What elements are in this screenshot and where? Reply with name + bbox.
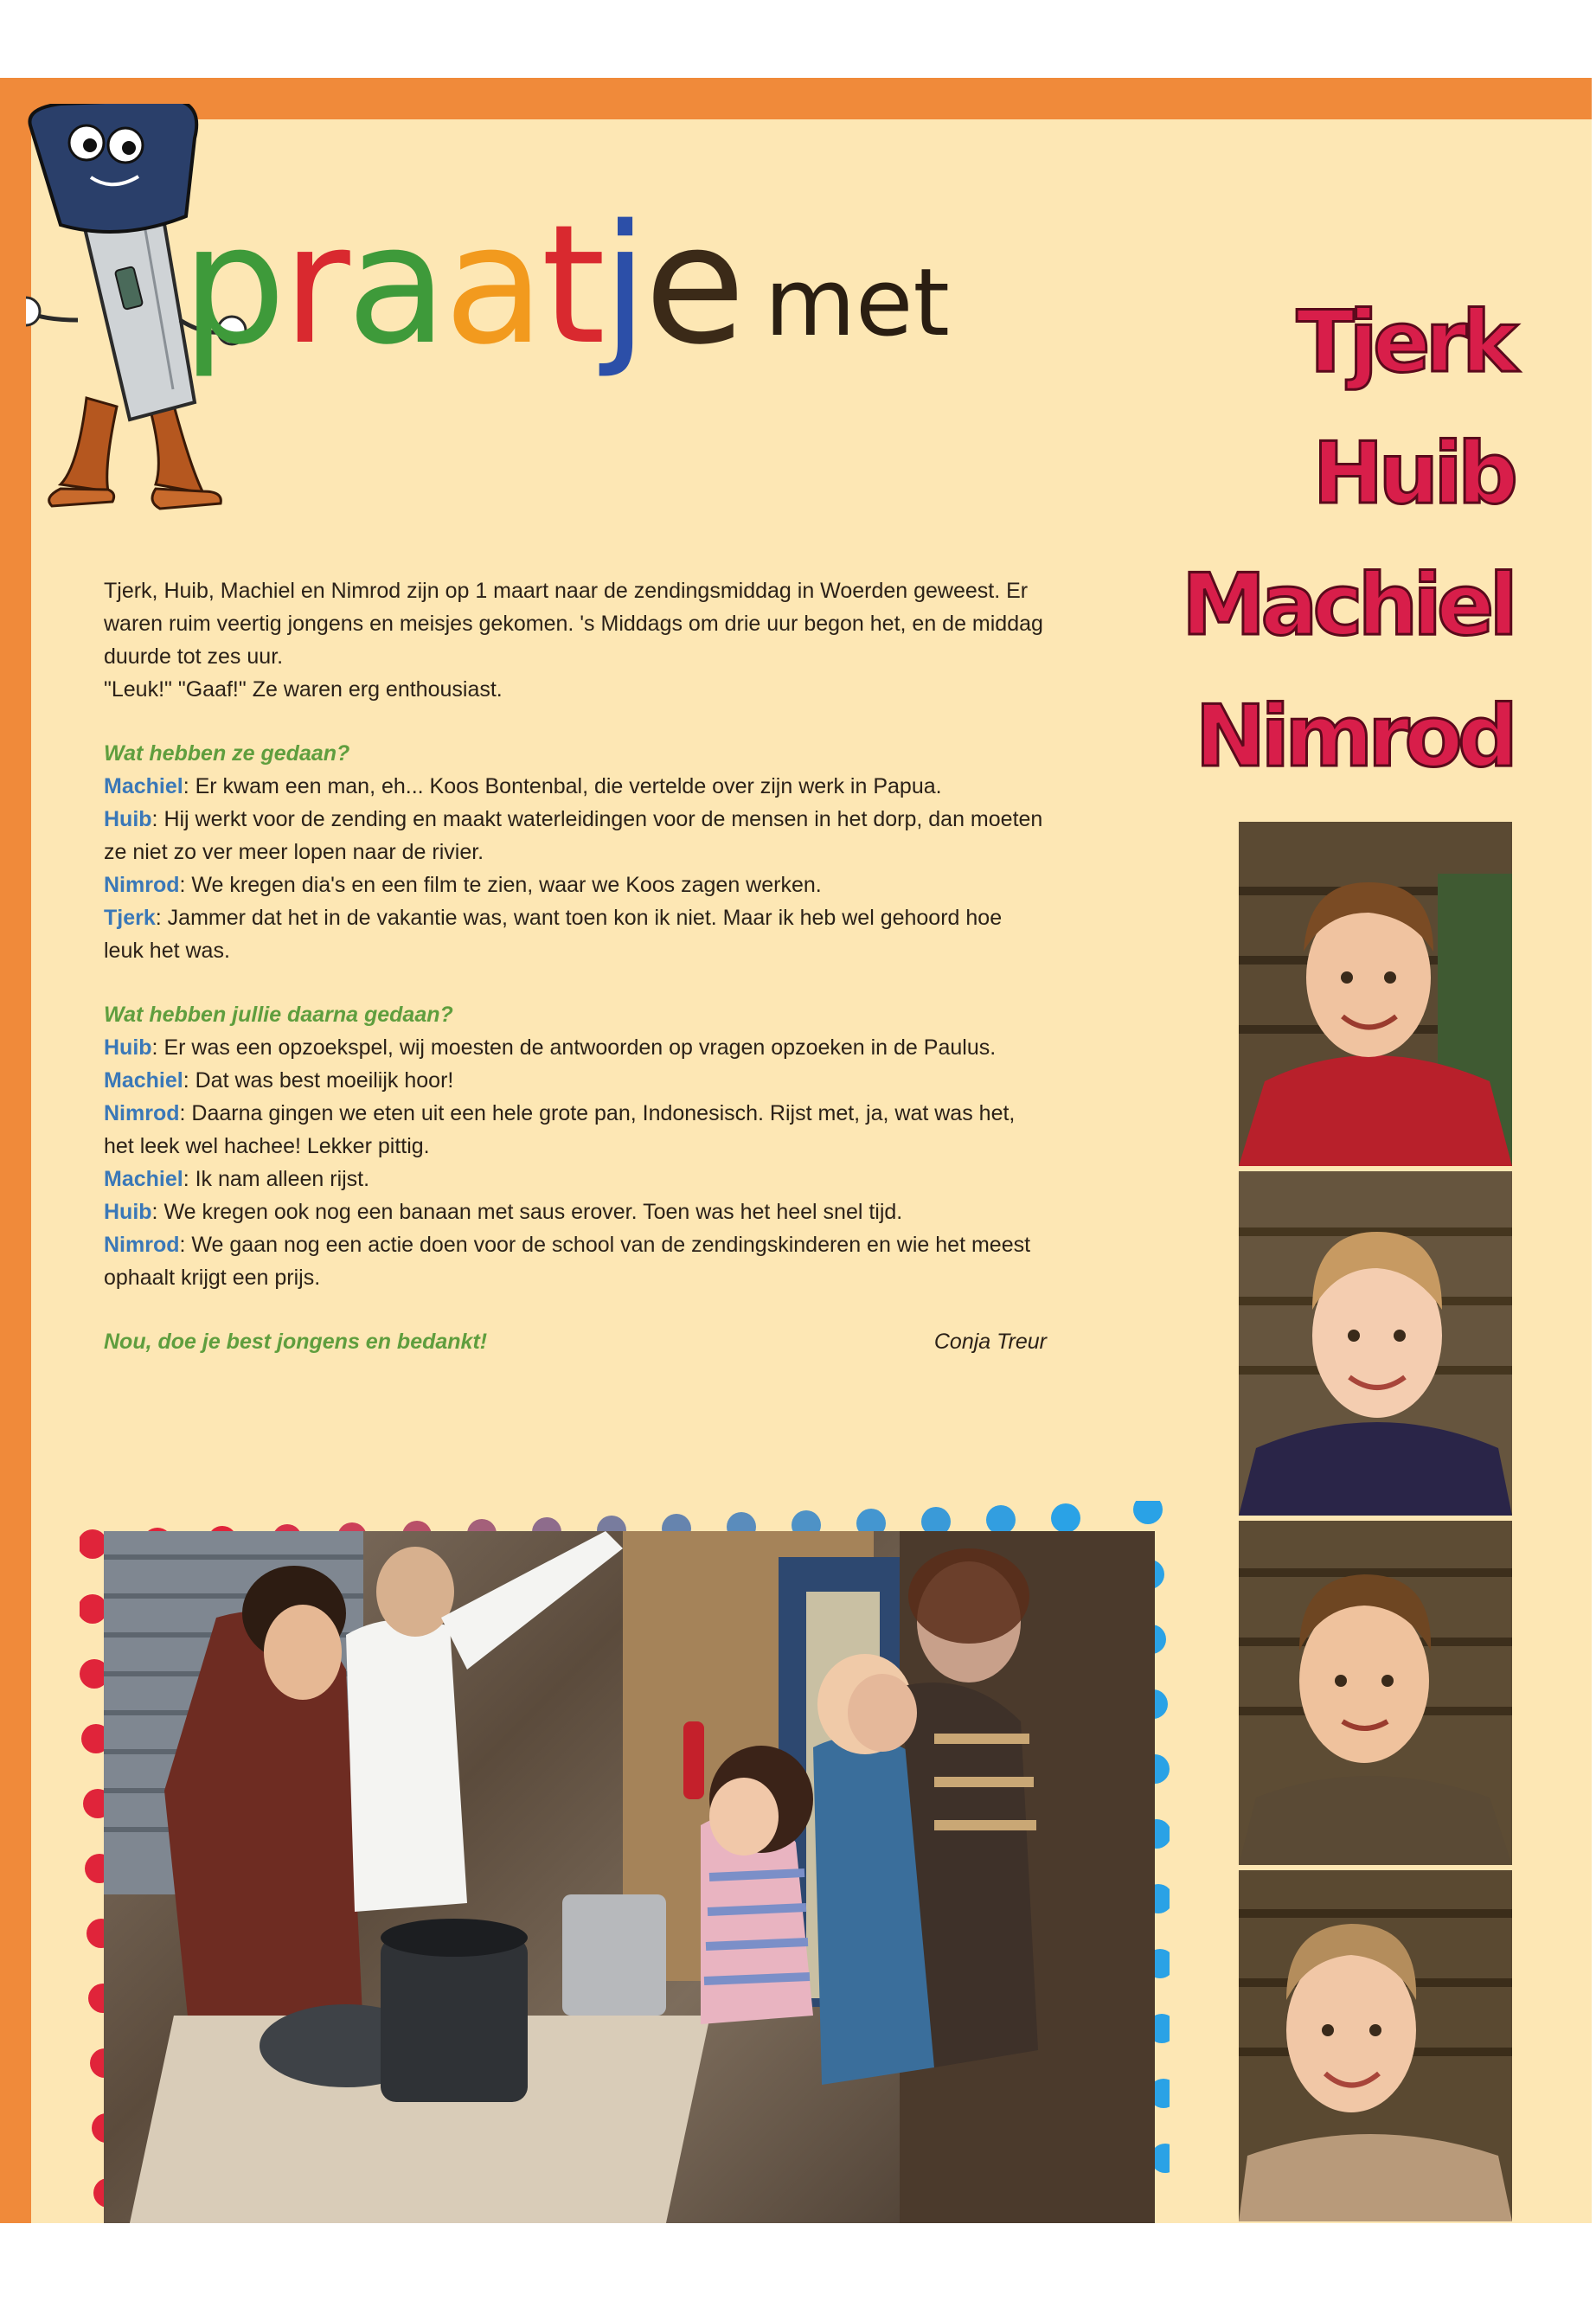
- dialogue-line: Nimrod: Daarna gingen we eten uit een hele grote pan, Indonesisch. Rijst met, ja, wat was het, het leek wel hachee! Lekker pittig.: [104, 1101, 1016, 1158]
- closing-line: [104, 1325, 1047, 1358]
- name-machiel: Machiel: [1181, 556, 1513, 655]
- dialogue-text: We gaan nog een actie doen voor de school van de zendingskinderen en wie het meest ophaalt krijgt een prijs.: [104, 1233, 1031, 1290]
- name-huib: Huib: [1312, 425, 1513, 523]
- portrait-illustration: [1239, 1171, 1512, 1516]
- dialogue-text: Dat was best moeilijk hoor!: [195, 1068, 454, 1093]
- dialogue-line: Machiel: Er kwam een man, eh... Koos Bontenbal, die vertelde over zijn werk in Papua.: [104, 774, 942, 798]
- dialogue-line: Tjerk: Jammer dat het in de vakantie was, want toen kon ik niet. Maar ik heb wel gehoord hoe leuk het was.: [104, 906, 1003, 963]
- dialogue-text: Hij werkt voor de zending en maakt waterleidingen voor de mensen in het dorp, dan moeten ze niet zo ver meer lopen naar de rivier.: [104, 807, 1043, 864]
- title-letter: p: [182, 189, 283, 381]
- portrait-photo-3: [1239, 1521, 1512, 1865]
- speaker-label: Nimrod: [104, 1233, 180, 1257]
- names-list: [1182, 277, 1513, 803]
- dialogue-text: Er kwam een man, eh... Koos Bontenbal, die vertelde over zijn werk in Papua.: [195, 774, 942, 798]
- title-letter: a: [346, 189, 445, 381]
- title-letter: e: [644, 189, 742, 381]
- title-letter: t: [541, 189, 603, 381]
- dialogue-line: Huib: We kregen ook nog een banaan met saus erover. Toen was het heel snel tijd.: [104, 1200, 903, 1224]
- speaker-label: Machiel: [104, 1068, 183, 1093]
- dialogue-line: Huib: Hij werkt voor de zending en maakt waterleidingen voor de mensen in het dorp, dan moeten ze niet zo ver meer lopen naar de rivier.: [104, 807, 1043, 864]
- speaker-label: Huib: [104, 807, 152, 831]
- dialogue-text: Daarna gingen we eten uit een hele grote pan, Indonesisch. Rijst met, ja, wat was het, het leek wel hachee! Lekker pittig.: [104, 1101, 1016, 1158]
- title-letter: r: [282, 189, 347, 381]
- closing-text: Nou, doe je best jongens en bedankt!: [104, 1330, 488, 1354]
- dialogue-line: Machiel: Ik nam alleen rijst.: [104, 1167, 370, 1191]
- name-nimrod: Nimrod: [1195, 688, 1513, 786]
- speaker-label: Tjerk: [104, 906, 156, 930]
- article-body: [104, 574, 1047, 1358]
- question-heading: Wat hebben ze gedaan?: [104, 741, 350, 766]
- portrait-illustration: [1239, 822, 1512, 1166]
- dialogue-line: Nimrod: We gaan nog een actie doen voor de school van de zendingskinderen en wie het meest ophaalt krijgt een prijs.: [104, 1233, 1031, 1290]
- speaker-label: Huib: [104, 1200, 152, 1224]
- dialogue-line: Nimrod: We kregen dia's en een film te zien, waar we Koos zagen werken.: [104, 873, 822, 897]
- dialogue-line: Huib: Er was een opzoekspel, wij moesten de antwoorden op vragen opzoeken in de Paulus.: [104, 1035, 997, 1060]
- portrait-illustration: [1239, 1521, 1512, 1865]
- title-suffix: met: [764, 249, 950, 357]
- title-letter: a: [444, 189, 542, 381]
- speaker-label: Huib: [104, 1035, 152, 1060]
- portrait-photo-4: [1239, 1870, 1512, 2221]
- speaker-label: Machiel: [104, 774, 183, 798]
- photo-serving-food-illustration: [104, 1531, 1155, 2223]
- speaker-label: Machiel: [104, 1167, 183, 1191]
- photo-serving-food: [104, 1531, 1155, 2223]
- question-heading: Wat hebben jullie daarna gedaan?: [104, 1003, 453, 1027]
- name-tjerk: Tjerk: [1296, 293, 1513, 392]
- portrait-illustration: [1239, 1870, 1512, 2221]
- intro-paragraph: Tjerk, Huib, Machiel en Nimrod zijn op 1 maart naar de zendingsmiddag in Woerden geweest. Er waren ruim veertig jongens en meisjes gekomen. 's Middags om drie uur begon het, en de middag duurde tot zes uur.: [104, 579, 1043, 669]
- dialogue-text: We kregen ook nog een banaan met saus erover. Toen was het heel snel tijd.: [163, 1200, 903, 1224]
- title-letter: j: [602, 189, 644, 381]
- speaker-label: Nimrod: [104, 873, 180, 897]
- dialogue-text: Er was een opzoekspel, wij moesten de antwoorden op vragen opzoeken in de Paulus.: [163, 1035, 997, 1060]
- dialogue-text: Jammer dat het in de vakantie was, want toen kon ik niet. Maar ik heb wel gehoord hoe leuk het was.: [104, 906, 1003, 963]
- dialogue-text: Ik nam alleen rijst.: [195, 1167, 370, 1191]
- portrait-photo-1: [1239, 822, 1512, 1166]
- portrait-photo-2: [1239, 1171, 1512, 1516]
- page-title: [182, 182, 950, 389]
- dialogue-text: We kregen dia's en een film te zien, waar we Koos zagen werken.: [191, 873, 822, 897]
- speaker-label: Nimrod: [104, 1101, 180, 1125]
- author-credit: Conja Treur: [933, 1330, 1047, 1354]
- dialogue-line: Machiel: Dat was best moeilijk hoor!: [104, 1068, 454, 1093]
- intro-quote: "Leuk!" "Gaaf!" Ze waren erg enthousiast.: [104, 677, 503, 702]
